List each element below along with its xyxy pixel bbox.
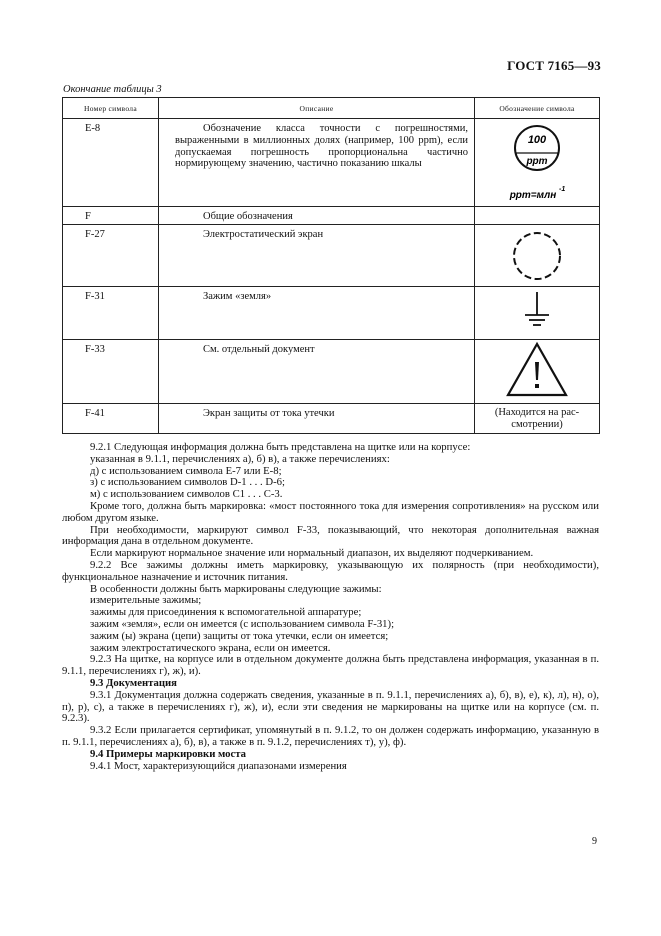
paragraph: 9.3.2 Если прилагается сертификат, упомянутый в п. 9.1.2, то он должен содержать информацию, указанную в п. 9.1.1, перечислениях а), б), в), а также в п. 9.1.2, перечислениях т), у), ф).: [62, 724, 599, 748]
symbol-exponent: -1: [559, 186, 566, 193]
symbol-unit: ppm: [526, 156, 548, 167]
symbol-description: Обозначение класса точности с погрешностями, выраженными в миллионных долях (например, 100 ppm), если допускаемая погрешность пропорциональна частично нормирующему значению, частично показанию шкалы: [175, 123, 468, 170]
section-heading: 9.4 Примеры маркировки моста: [90, 747, 246, 760]
warning-triangle-icon: [475, 340, 600, 400]
list-item: м) с использованием символов С1 . . . С-3.: [90, 488, 283, 501]
symbol-description: Общие обозначения: [203, 211, 293, 222]
list-item: з) с использованием символов D-1 . . . D-6;: [90, 476, 285, 489]
paragraph: При необходимости, маркируют символ F-33, показывающий, что некоторая дополнительная важная информация дана в отдельном документе.: [62, 523, 599, 548]
symbol-number: F-33: [63, 340, 159, 404]
symbol-value: 100: [527, 134, 547, 146]
symbol-number: Е-8: [63, 119, 159, 207]
table-row: [63, 207, 600, 225]
list-item: зажим «земля», если он имеется (с использованием символа F-31);: [90, 617, 395, 630]
symbol-description: Экран защиты от тока утечки: [203, 408, 335, 419]
symbol-caption: ppm=млн: [509, 190, 557, 201]
paragraph: Кроме того, должна быть маркировка: «мост постоянного тока для измерения сопротивления» на русском или любом другом языке.: [62, 499, 599, 524]
symbol-number: F-31: [63, 287, 159, 340]
paragraph: 9.2.2 Все зажимы должны иметь маркировку, указывающую их полярность (при необходимости), функциональное назначение и источник питания.: [62, 558, 599, 583]
table-caption: Окончание таблицы 3: [63, 84, 162, 95]
list-item: зажим (ы) экрана (цепи) защиты от тока утечки, если он имеется;: [90, 629, 389, 642]
table-row: [63, 225, 600, 287]
paragraph: указанная в 9.1.1, перечислениях а), б) в), а также перечислениях:: [90, 452, 390, 465]
symbol-number: F: [63, 207, 159, 225]
column-header: Номер символа: [63, 98, 159, 119]
list-item: д) с использованием символа Е-7 или Е-8;: [90, 464, 282, 477]
section-heading: 9.3 Документация: [90, 676, 177, 689]
paragraph: 9.2.3 На щитке, на корпусе или в отдельном документе должна быть представлена информация, указанная в п. 9.1.1, перечислениях г), ж), и).: [62, 653, 599, 678]
list-item: измерительные зажимы;: [90, 594, 202, 607]
symbol-pending-note: (Находится на рас- смотрении): [494, 407, 580, 430]
document-header: ГОСТ 7165—93: [507, 58, 601, 73]
accuracy-class-ppm-icon: [475, 119, 600, 203]
symbol-description: Зажим «земля»: [203, 291, 272, 302]
list-item: зажимы для присоединения к вспомогательной аппаратуре;: [90, 606, 362, 619]
table-header-row: [63, 98, 600, 119]
paragraph: Если маркируют нормальное значение или нормальный диапазон, их выделяют подчеркиванием.: [90, 547, 534, 560]
dashed-circle-icon: [475, 225, 600, 283]
symbols-table: [62, 97, 600, 434]
symbol-cell: [475, 119, 600, 207]
paragraph: В особенности должны быть маркированы следующие зажимы:: [90, 582, 382, 595]
symbol-description: См. отдельный документ: [203, 344, 315, 355]
page-number: 9: [592, 836, 597, 847]
column-header: Описание: [159, 98, 475, 119]
list-item: зажим электростатического экрана, если он имеется.: [90, 641, 331, 654]
paragraph: 9.4.1 Мост, характеризующийся диапазонами измерения: [90, 759, 347, 772]
paragraph: 9.3.1 Документация должна содержать сведения, указанные в п. 9.1.1, перечислениях а), б), в), е), к), л), н), о), п), р), с), а также в перечислениях г), ж), и), если эти сведения не маркированы на щитке или на корпусе (см. п. 9.2.3).: [62, 688, 599, 725]
column-header: Обозначение символа: [475, 98, 600, 119]
table-row: [63, 404, 600, 434]
symbol-number: F-41: [63, 404, 159, 434]
symbol-number: F-27: [63, 225, 159, 287]
table-row: [63, 340, 600, 404]
symbol-description: Электростатический экран: [203, 229, 324, 240]
document-body: [62, 442, 599, 772]
table-row: [63, 287, 600, 340]
ground-icon: [475, 287, 600, 336]
table-row: [63, 119, 600, 207]
paragraph: 9.2.1 Следующая информация должна быть представлена на щитке или на корпусе:: [90, 441, 471, 453]
